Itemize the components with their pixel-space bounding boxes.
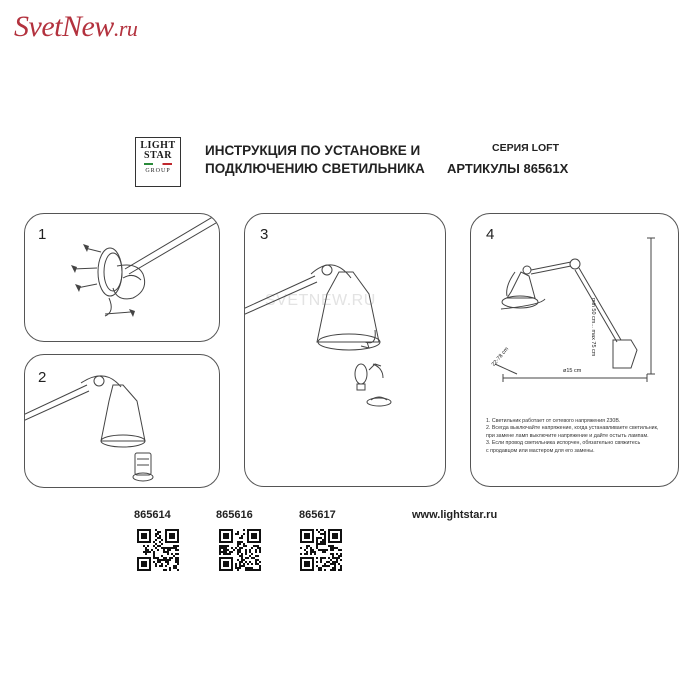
step-number: 4: [486, 226, 495, 243]
dimension-diameter: ø15 cm: [563, 368, 582, 374]
step-number: 3: [260, 226, 269, 243]
qr-code-2: [219, 529, 261, 571]
step-number: 1: [38, 226, 47, 243]
note-line: 3. Если провод светильника испорчен, обязательно свяжитесь: [486, 440, 641, 447]
article-code-3: 865617: [299, 509, 336, 521]
step-3-watermark: SVETNEW.RU: [265, 292, 376, 309]
lightstar-logo: [135, 137, 181, 187]
logo-flag: [144, 163, 172, 165]
logo-line3: GROUP: [145, 168, 171, 174]
step-3-panel: [244, 213, 446, 487]
series-label: СЕРИЯ LOFT: [492, 142, 560, 154]
step-1-panel: [24, 213, 220, 342]
document-title: [205, 142, 425, 178]
note-line: 1. Светильник работает от сетевого напряжения 230В.: [486, 418, 621, 424]
articles-label: АРТИКУЛЫ 86561X: [447, 161, 569, 176]
website-url: www.lightstar.ru: [412, 509, 498, 521]
dimension-height: min 50 cm... max 75 cm: [590, 298, 596, 357]
title-line2: ПОДКЛЮЧЕНИЮ СВЕТИЛЬНИКА: [205, 161, 425, 176]
title-line1: ИНСТРУКЦИЯ ПО УСТАНОВКЕ И: [205, 143, 421, 158]
article-code-2: 865616: [216, 509, 253, 521]
note-line: при замене ламп выключите напряжение и дайте остыть лампам.: [486, 432, 649, 439]
logo-line1: LIGHT: [140, 140, 176, 151]
qr-code-1: [137, 529, 179, 571]
svetnew-watermark: SvetNew.ru: [14, 10, 138, 43]
bulb-install-illustration: [245, 214, 445, 486]
step-2-panel: [24, 354, 220, 488]
step-number: 2: [38, 369, 47, 386]
qr-code-3: [300, 529, 342, 571]
dimension-depth: 22-78 cm: [490, 346, 511, 368]
wall-mount-illustration: [25, 214, 219, 341]
logo-line2: STAR: [144, 150, 172, 161]
article-code-1: 865614: [134, 509, 171, 521]
note-line: 2. Всегда выключайте напряжение, когда устанавливаете светильник,: [486, 425, 659, 432]
shade-assembly-illustration: [25, 355, 219, 487]
safety-notes: [486, 418, 686, 455]
note-line: с продавцом или мастером для его замены.: [486, 447, 595, 454]
